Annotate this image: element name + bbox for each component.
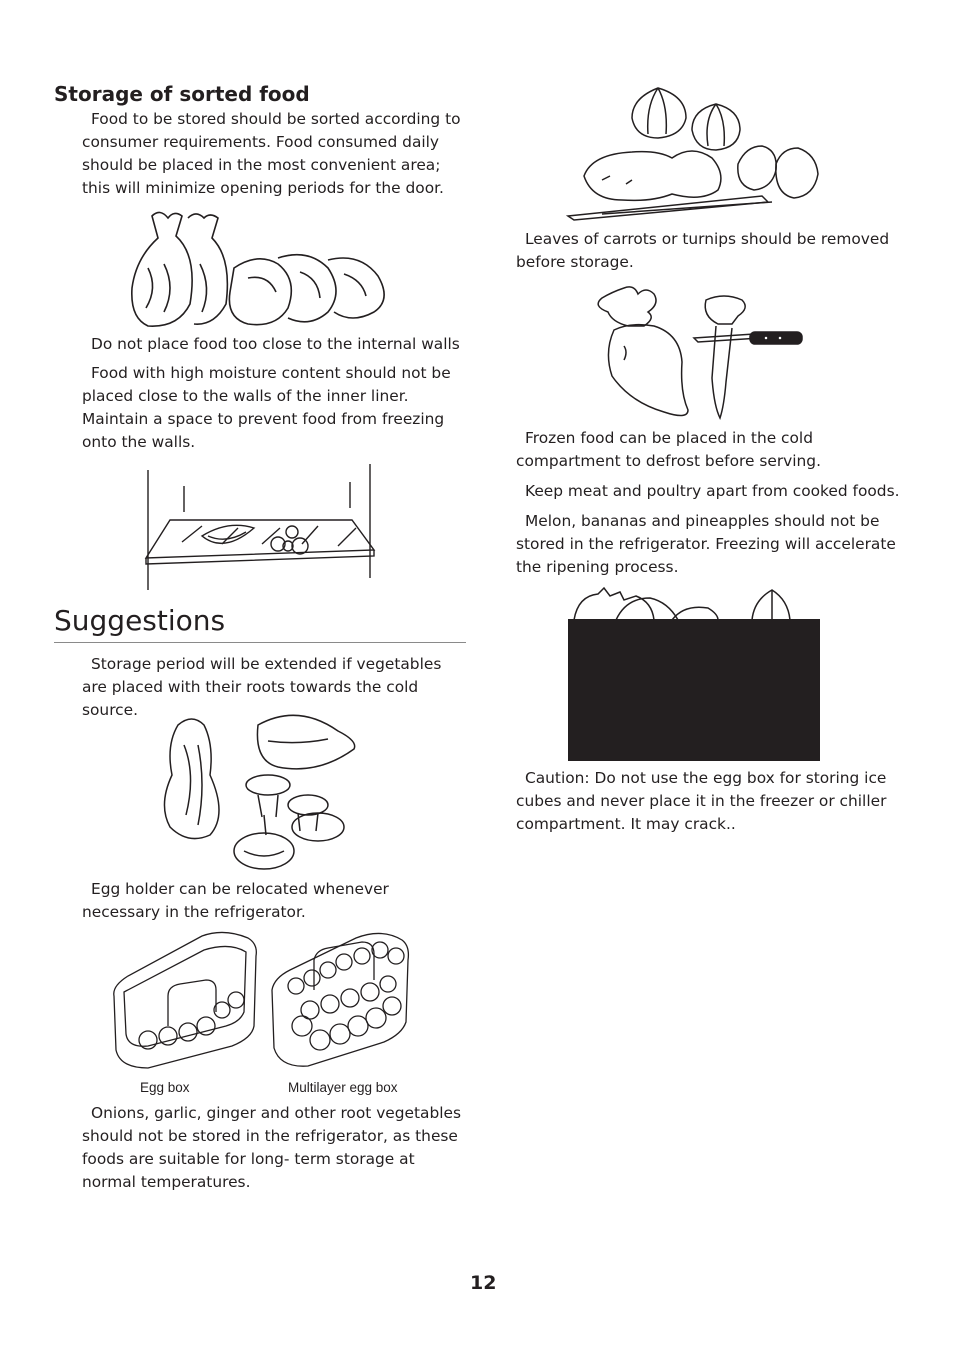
fruit-tops-illustration xyxy=(568,586,820,620)
meat-poultry-illustration xyxy=(128,208,393,332)
egg-box-illustration xyxy=(108,930,260,1072)
paragraph-egg-holder: Egg holder can be relocated whenever necessary in the refrigerator. xyxy=(82,880,389,921)
turnip-carrot-knife-illustration xyxy=(584,282,806,426)
vegetables-mushrooms-illustration xyxy=(158,705,363,875)
paragraph-sorted-food: Food to be stored should be sorted according to consumer requirements. Food consumed daily should be placed in the most convenient area; this will minimize opening periods for the door. xyxy=(82,110,461,197)
paragraph-internal-walls: Do not place food too close to the internal walls xyxy=(91,335,460,353)
paragraph-melon-bananas: Melon, bananas and pineapples should not be stored in the refrigerator. Freezing will accelerate the ripening process. xyxy=(516,512,896,576)
section-divider xyxy=(54,642,466,643)
paragraph-root-vegetables: Onions, garlic, ginger and other root vegetables should not be stored in the refrigerator, as these foods are suitable for long- term storage at normal temperatures. xyxy=(82,1104,462,1191)
paragraph-caution-egg-box: Caution: Do not use the egg box for storing ice cubes and never place it in the freezer or chiller compartment. It may crack.. xyxy=(516,769,887,833)
caption-multilayer-egg-box: Multilayer egg box xyxy=(288,1080,398,1095)
caption-egg-box: Egg box xyxy=(140,1080,190,1095)
paragraph-frozen-food: Frozen food can be placed in the cold compartment to defrost before serving. xyxy=(516,429,821,470)
paragraph-vegetable-roots: Storage period will be extended if vegetables are placed with their roots towards the cold source. xyxy=(82,655,442,719)
paragraph-meat-poultry: Keep meat and poultry apart from cooked foods. xyxy=(525,482,900,500)
heading-storage-sorted-food: Storage of sorted food xyxy=(54,82,310,106)
page-number: 12 xyxy=(470,1272,497,1294)
multilayer-egg-box-illustration xyxy=(266,930,412,1072)
shelf-illustration xyxy=(142,462,378,592)
paragraph-remove-leaves: Leaves of carrots or turnips should be removed before storage. xyxy=(516,230,890,271)
onion-garlic-ginger-illustration xyxy=(562,84,828,224)
redacted-image-block xyxy=(568,619,820,761)
paragraph-high-moisture: Food with high moisture content should not be placed close to the walls of the inner liner. Maintain a space to prevent food from freezing onto the walls. xyxy=(82,364,451,451)
section-title-suggestions: Suggestions xyxy=(54,604,226,637)
